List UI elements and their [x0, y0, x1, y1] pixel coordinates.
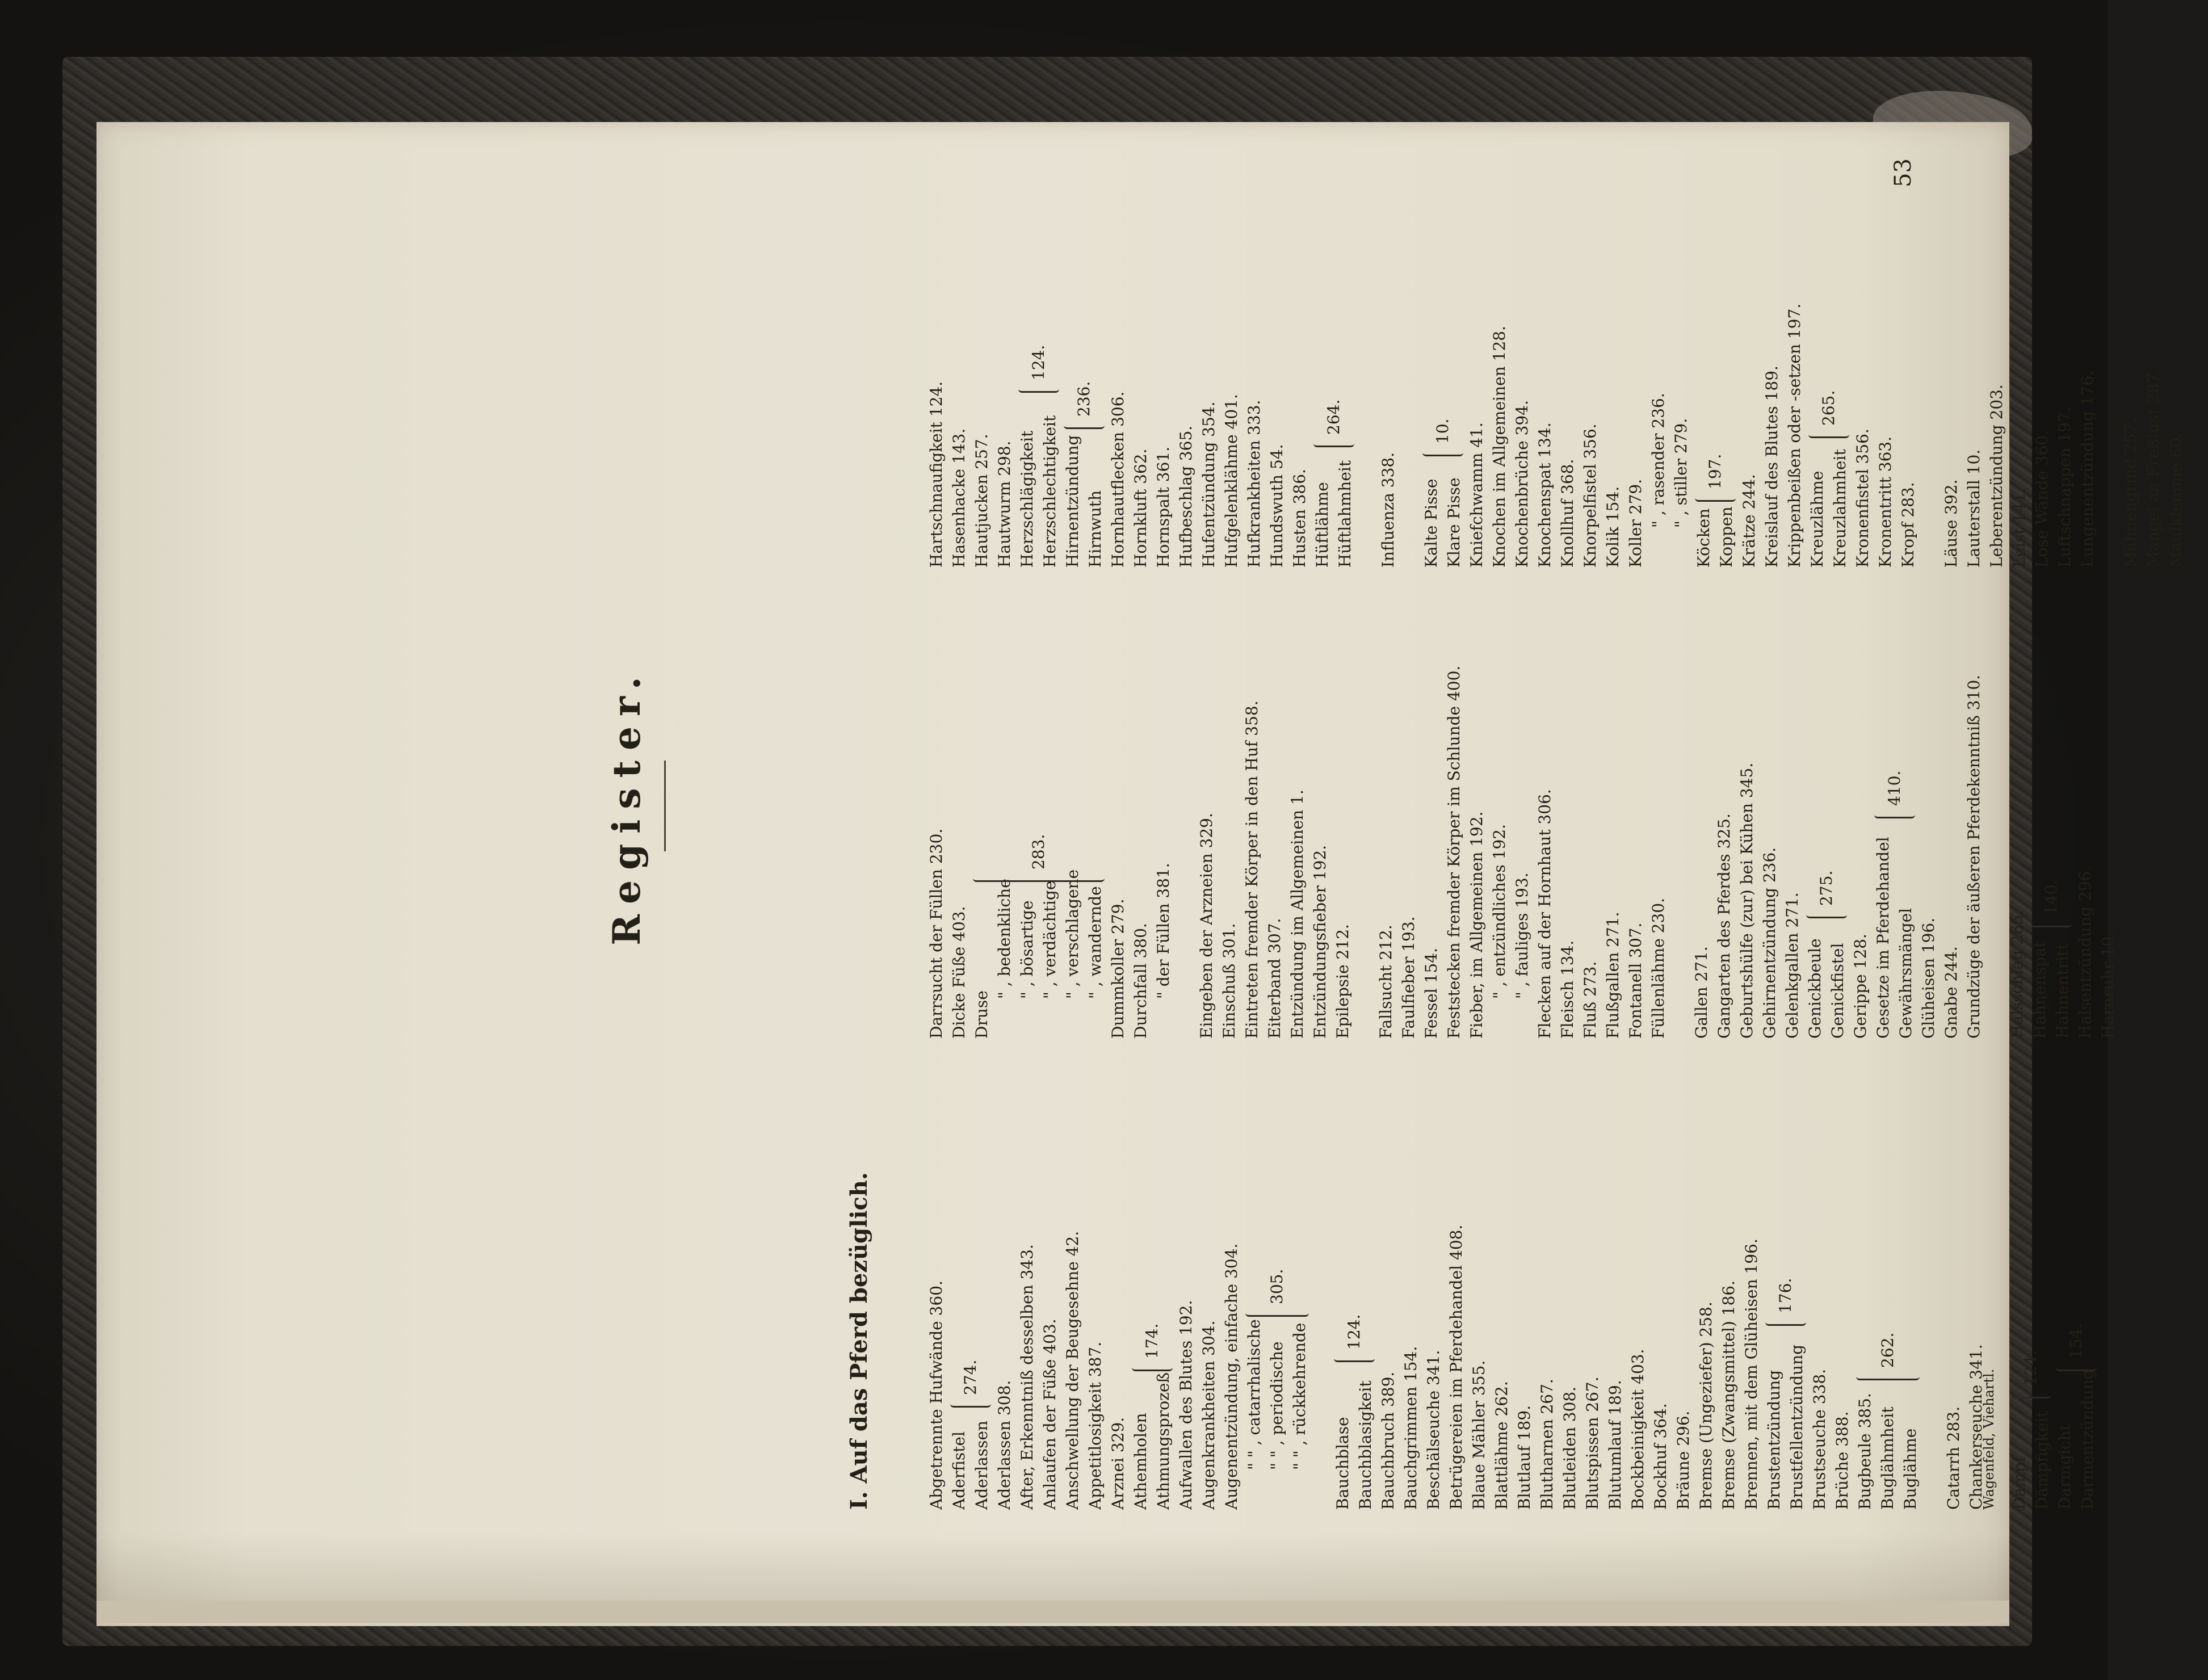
index-entry: Glüheisen 196.	[1919, 917, 1938, 1039]
index-entry: " " , rückkehrende	[1290, 1322, 1309, 1470]
index-entry: Hornkluft 362.	[1131, 448, 1150, 568]
index-entry: Brennen, mit dem Glüheisen 196.	[1742, 1238, 1761, 1510]
brace-page-ref: 124.	[2021, 1350, 2040, 1386]
index-group	[1940, 136, 2099, 568]
index-entry: Brüche 388.	[1833, 1411, 1852, 1510]
index-entry: Fieber, im Allgemeinen 192.	[1467, 811, 1486, 1039]
brace-page-ref: 124.	[1029, 345, 1048, 380]
index-entry: Augenkrankheiten 304.	[1199, 1320, 1218, 1510]
index-entry: Kreuzlähme	[1808, 471, 1827, 568]
index-entry: Knochenbrüche 394.	[1513, 400, 1531, 568]
index-entry: Genickbeule	[1806, 938, 1824, 1039]
index-entry: Krätze 244.	[1740, 474, 1758, 568]
index-entry: Eiterband 307.	[1265, 918, 1284, 1039]
index-group	[1690, 607, 1985, 1039]
index-entry: Lungenentzündung 176.	[2078, 370, 2097, 568]
index-entry: Koppen	[1717, 506, 1736, 568]
index-entry: Leist 141.	[2010, 488, 2029, 568]
index-entry: " , rasender 236.	[1649, 393, 1668, 528]
index-entry: Bauchbruch 389.	[1379, 1371, 1397, 1510]
index-entry: Hirnwuth	[1086, 490, 1105, 568]
index-entry: Buglähme	[1901, 1428, 1920, 1510]
index-entry: " der Füllen 381.	[1154, 863, 1173, 999]
index-entry: Hundswuth 54.	[1267, 444, 1286, 568]
index-entry: Dicke Füße 403.	[950, 906, 968, 1039]
index-entry: " , bedenkliche	[995, 879, 1014, 999]
index-entry: Druse	[972, 990, 991, 1039]
index-entry: Füllenlähme 230.	[1649, 897, 1668, 1039]
index-entry: Grundzüge der äußeren Pferdekenntniß 310.	[1964, 674, 1983, 1039]
index-entry: Lose Wände 360.	[2033, 430, 2051, 568]
brace-page-ref: 283.	[1029, 834, 1048, 870]
index-entry: Hahnentritt	[2053, 943, 2072, 1039]
index-entry: Kolik 154.	[1603, 486, 1622, 568]
index-entry: Genickfistel	[1828, 943, 1847, 1039]
index-entry: Aderfistel	[950, 1431, 968, 1510]
brace-mark	[2056, 1364, 2097, 1371]
index-entry: Bugbeule 385.	[1856, 1393, 1874, 1510]
index-entry: Knollhuf 368.	[1558, 459, 1577, 568]
index-entry: Augenentzündung, einfache 304.	[1222, 1243, 1241, 1510]
index-entry: Gewährsmängel	[1896, 908, 1915, 1039]
index-entry: Harnruhr 10.	[2098, 931, 2117, 1039]
index-entry: Blattlähme 262.	[1492, 1381, 1511, 1510]
index-entry: Brustentzündung	[1765, 1370, 1783, 1510]
index-entry: Hufgelenklähme 401.	[1222, 394, 1241, 568]
brace-mark	[1808, 431, 1849, 438]
brace-page-ref: 10.	[1433, 418, 1452, 444]
index-entry: Bremse (Ungeziefer) 258.	[1697, 1301, 1715, 1510]
index-entry: Fleisch 134.	[1558, 940, 1577, 1039]
index-entry: Aderlassen	[972, 1420, 991, 1510]
index-entry: Bauchgrimmen 154.	[1401, 1346, 1420, 1510]
index-entry: " , bösartige	[1018, 900, 1036, 999]
index-entry: Geburtshülfe (zur) bei Kühen 345.	[1737, 762, 1756, 1039]
index-entry: Gerippe 128.	[1851, 934, 1870, 1039]
brace-mark	[1695, 494, 1736, 502]
index-entry: Bockbeinigkeit 403.	[1628, 1349, 1647, 1510]
index-entry: Herzschlägigkeit	[1018, 430, 1036, 568]
index-entry: Fessel 154.	[1422, 948, 1441, 1039]
index-entry: Blaue Mähler 355.	[1470, 1360, 1488, 1510]
index-entry: Hautwurm 298.	[995, 440, 1014, 568]
index-entry: Brustseuche 338.	[1810, 1368, 1829, 1510]
index-entry: Hornhautflecken 306.	[1109, 391, 1127, 568]
index-entry: Entzündungsfieber 192.	[1311, 845, 1329, 1039]
brace-page-ref: 140.	[2042, 879, 2060, 915]
index-entry: Hautjucken 257.	[972, 434, 991, 568]
index-entry: Epilepsie 212.	[1333, 924, 1352, 1039]
index-entry: Mangel an Freßlust 287.	[2144, 368, 2163, 568]
index-entry: Betrügereien im Pferdehandel 408.	[1447, 1224, 1466, 1510]
index-entry: Fontanell 307.	[1626, 922, 1645, 1039]
index-entry: Beschälseuche 341.	[1424, 1350, 1443, 1510]
index-entry: Darmgicht	[2055, 1424, 2074, 1510]
index-entry: Darmentzündung	[2078, 1369, 2097, 1510]
index-entry: Anschwellung der Beugesehne 42.	[1063, 1230, 1082, 1510]
index-entry: Herzschlechtigkeit	[1040, 415, 1059, 568]
index-entry: Mähnengrind 257.	[2121, 418, 2140, 568]
brace-mark	[1422, 449, 1463, 456]
index-entry: Bauchblase	[1333, 1417, 1352, 1510]
index-entry: Chankerseuche 341.	[1967, 1344, 1985, 1510]
index-entry: Bockhuf 364.	[1651, 1403, 1670, 1510]
brace-page-ref: 264.	[1324, 399, 1343, 435]
brace-mark	[1765, 1318, 1806, 1326]
brace-page-ref: 265.	[1819, 390, 1838, 426]
brace-mark	[1874, 811, 1915, 818]
index-entry: Abgetrennte Hufwände 360.	[927, 1280, 946, 1510]
index-entry: Koller 279.	[1626, 478, 1645, 568]
brace-mark	[950, 1400, 991, 1408]
index-entry: Läuse 392.	[1942, 479, 1961, 568]
brace-mark	[1856, 1373, 1920, 1380]
page-edge	[96, 1601, 2009, 1623]
index-entry: Gesetze im Pferdehandel	[1874, 837, 1892, 1039]
index-entry: Flußgallen 271.	[1603, 912, 1622, 1039]
index-entry: Hirnentzündung	[1063, 435, 1082, 568]
index-page-content	[176, 79, 2185, 1532]
brace-mark	[1018, 385, 1059, 393]
index-entry: Gelenkgallen 271.	[1783, 892, 1802, 1039]
index-entry: Hornspalt 361.	[1154, 446, 1173, 568]
index-entry: Kronenfistel 356.	[1853, 429, 1872, 568]
index-entry: Klare Pisse	[1445, 477, 1463, 568]
brace-page-ref: 154.	[2067, 1323, 2085, 1359]
index-entry: Gangarten des Pferdes 325.	[1715, 813, 1733, 1039]
index-entry: Blutleiden 308.	[1560, 1386, 1579, 1510]
index-group	[1195, 607, 1354, 1039]
index-entry: " , wandernde	[1086, 886, 1105, 999]
index-entry: Husten 386.	[1290, 469, 1309, 568]
brace-mark	[2010, 1391, 2051, 1398]
index-entry: After, Erkenntniß desselben 343.	[1018, 1244, 1036, 1510]
title-rule	[664, 761, 666, 851]
brace-mark	[1806, 911, 1847, 918]
index-group	[925, 607, 1175, 1039]
index-group	[2006, 607, 2119, 1039]
brace-mark	[1313, 440, 1354, 447]
index-entry: Catarrh 283.	[1944, 1406, 1963, 1510]
index-entry: Flecken auf der Hornhaut 306.	[1535, 789, 1554, 1039]
index-column-2	[925, 607, 2140, 1039]
brace-mark	[2031, 920, 2072, 927]
index-entry: Dampf	[2010, 1456, 2029, 1510]
index-entry: Hüftlahmheit	[1336, 460, 1354, 568]
index-group	[1375, 607, 1670, 1039]
index-entry: Knochenspat 134.	[1535, 422, 1554, 568]
index-entry: Darrsucht der Füllen 230.	[927, 828, 946, 1039]
index-entry: Maulklemme 60.	[2167, 432, 2185, 568]
index-entry: Krippenbeißen oder -setzen 197.	[1785, 303, 1804, 568]
index-entry: Influenza 338.	[1379, 452, 1397, 568]
brace-mark	[973, 875, 1105, 882]
index-entry: Fallsucht 212.	[1376, 925, 1395, 1039]
index-entry: Kronentritt 363.	[1876, 436, 1895, 568]
index-entry: " " , periodische	[1267, 1341, 1286, 1470]
index-entry: Appetitlosigkeit 387.	[1086, 1341, 1105, 1510]
index-group	[2008, 1078, 2099, 1510]
index-entry: Aderlassen 308.	[995, 1380, 1014, 1510]
brace-page-ref: 176.	[1776, 1278, 1795, 1313]
brace-page-ref: 275.	[1817, 870, 1836, 906]
index-entry: Kalte Pisse	[1422, 478, 1441, 568]
index-entry: Entzündung im Allgemeinen 1.	[1288, 789, 1307, 1039]
index-entry: Blutlauf 189.	[1515, 1405, 1534, 1510]
index-entry: Eingeben der Arzneien 329.	[1197, 813, 1216, 1039]
brace-page-ref: 124.	[1345, 1314, 1363, 1350]
index-entry: Hufkrankheiten 333.	[1245, 400, 1263, 568]
brace-mark	[1064, 422, 1105, 429]
index-entry: Dämpfigkeit	[2033, 1411, 2051, 1510]
index-group	[925, 1078, 1311, 1510]
index-entry: Athmungsprozeß	[1154, 1372, 1173, 1510]
index-entry: Fluß 273.	[1581, 961, 1600, 1039]
index-entry: Blutspissen 267.	[1583, 1376, 1602, 1510]
page-number: 53	[1890, 158, 1916, 187]
index-entry: " , verdächtige	[1040, 880, 1059, 999]
index-entry: Kropf 283.	[1899, 482, 1917, 568]
index-entry: Bauchblasigkeit	[1356, 1380, 1375, 1510]
index-entry: Hartschnaufigkeit 124.	[927, 381, 946, 568]
index-entry: Hufbeschlag 365.	[1177, 425, 1195, 568]
index-entry: Hasenhacke 143.	[950, 428, 968, 568]
index-entry: Dummkoller 279.	[1109, 898, 1127, 1039]
index-entry: " , fauliges 193.	[1513, 872, 1531, 999]
index-entry: Hahnenspat	[2030, 940, 2049, 1039]
brace-page-ref: 262.	[1878, 1332, 1897, 1368]
index-entry: " , verschlagene	[1063, 869, 1082, 999]
index-group	[925, 136, 1357, 568]
brace-mark	[1334, 1355, 1375, 1362]
printer-footer: Wagenfeld, Viehartl.	[1981, 1368, 1997, 1510]
index-entry: " , entzündliches 192.	[1490, 824, 1509, 999]
index-entry: Gehirnentzündung 236.	[1760, 847, 1779, 1039]
index-entry: Blutharnen 267.	[1538, 1379, 1556, 1510]
index-entry: Gallen 271.	[1692, 946, 1711, 1039]
index-group	[1377, 136, 1400, 568]
brace-page-ref: 274.	[961, 1359, 980, 1395]
index-entry: Luftschnappen 197.	[2055, 407, 2074, 568]
index-entry: Leberentzündung 203.	[1987, 384, 2006, 568]
index-entry: Kniefchwamm 41.	[1467, 422, 1486, 568]
index-entry: Lauterstall 10.	[1964, 449, 1983, 568]
index-entry: Halsschlag 265.	[2008, 909, 2026, 1039]
index-entry: Halsentzündung 296.	[2076, 866, 2094, 1039]
index-column-1	[925, 1078, 2119, 1510]
index-entry: Aufwallen des Blutes 192.	[1177, 1300, 1195, 1510]
index-entry: Durchfall 380.	[1131, 923, 1150, 1039]
index-entry: Gnabe 244.	[1942, 946, 1961, 1039]
brace-page-ref: 236.	[1074, 381, 1093, 417]
page-title: Register.	[605, 666, 649, 946]
index-group	[1420, 136, 1920, 568]
index-group	[2119, 136, 2188, 568]
index-entry: Knochen im Allgemeinen 128.	[1490, 325, 1509, 568]
index-entry: Buglähmheit	[1878, 1406, 1897, 1510]
index-entry: Kreuzlahmheit	[1831, 449, 1849, 568]
brace-mark	[1132, 1364, 1173, 1371]
index-entry: Blutumlauf 189.	[1606, 1380, 1624, 1510]
index-entry: Arznei 329.	[1109, 1417, 1127, 1510]
index-entry: Hüftlähme	[1313, 482, 1332, 568]
index-entry: Knorpelfistel 356.	[1581, 423, 1600, 568]
brace-page-ref: 197.	[1706, 453, 1724, 489]
index-entry: Feststecken fremder Körper im Schlunde 400.	[1445, 665, 1463, 1039]
brace-page-ref: 174.	[1143, 1323, 1161, 1359]
index-entry: Bräune 296.	[1674, 1410, 1693, 1510]
index-entry: Köcken	[1694, 508, 1713, 568]
index-entry: " , stiller 279.	[1672, 418, 1690, 528]
index-entry: Athemholen	[1131, 1413, 1150, 1510]
section-heading: I. Auf das Pferd bezüglich.	[846, 1172, 872, 1510]
index-entry: " " , catarrhalische	[1245, 1319, 1263, 1470]
index-entry: Faulfieber 193.	[1399, 916, 1418, 1039]
index-entry: Anlaufen der Füße 403.	[1040, 1318, 1059, 1510]
brace-page-ref: 305.	[1267, 1269, 1286, 1304]
index-entry: Einschuß 301.	[1220, 923, 1239, 1039]
index-entry: Hufentzündung 354.	[1199, 401, 1218, 568]
brace-page-ref: 410.	[1885, 770, 1904, 806]
index-entry: Eintreten fremder Körper in den Huf 358.	[1242, 700, 1261, 1039]
index-entry: Bremse (Zwangsmittel) 186.	[1719, 1280, 1738, 1510]
index-entry: Brustfellentzündung	[1787, 1344, 1806, 1510]
index-column-3	[925, 136, 2208, 568]
index-group	[1332, 1078, 1922, 1510]
index-entry: Kreislauf des Blutes 189.	[1762, 366, 1781, 568]
brace-mark	[1245, 1309, 1309, 1317]
